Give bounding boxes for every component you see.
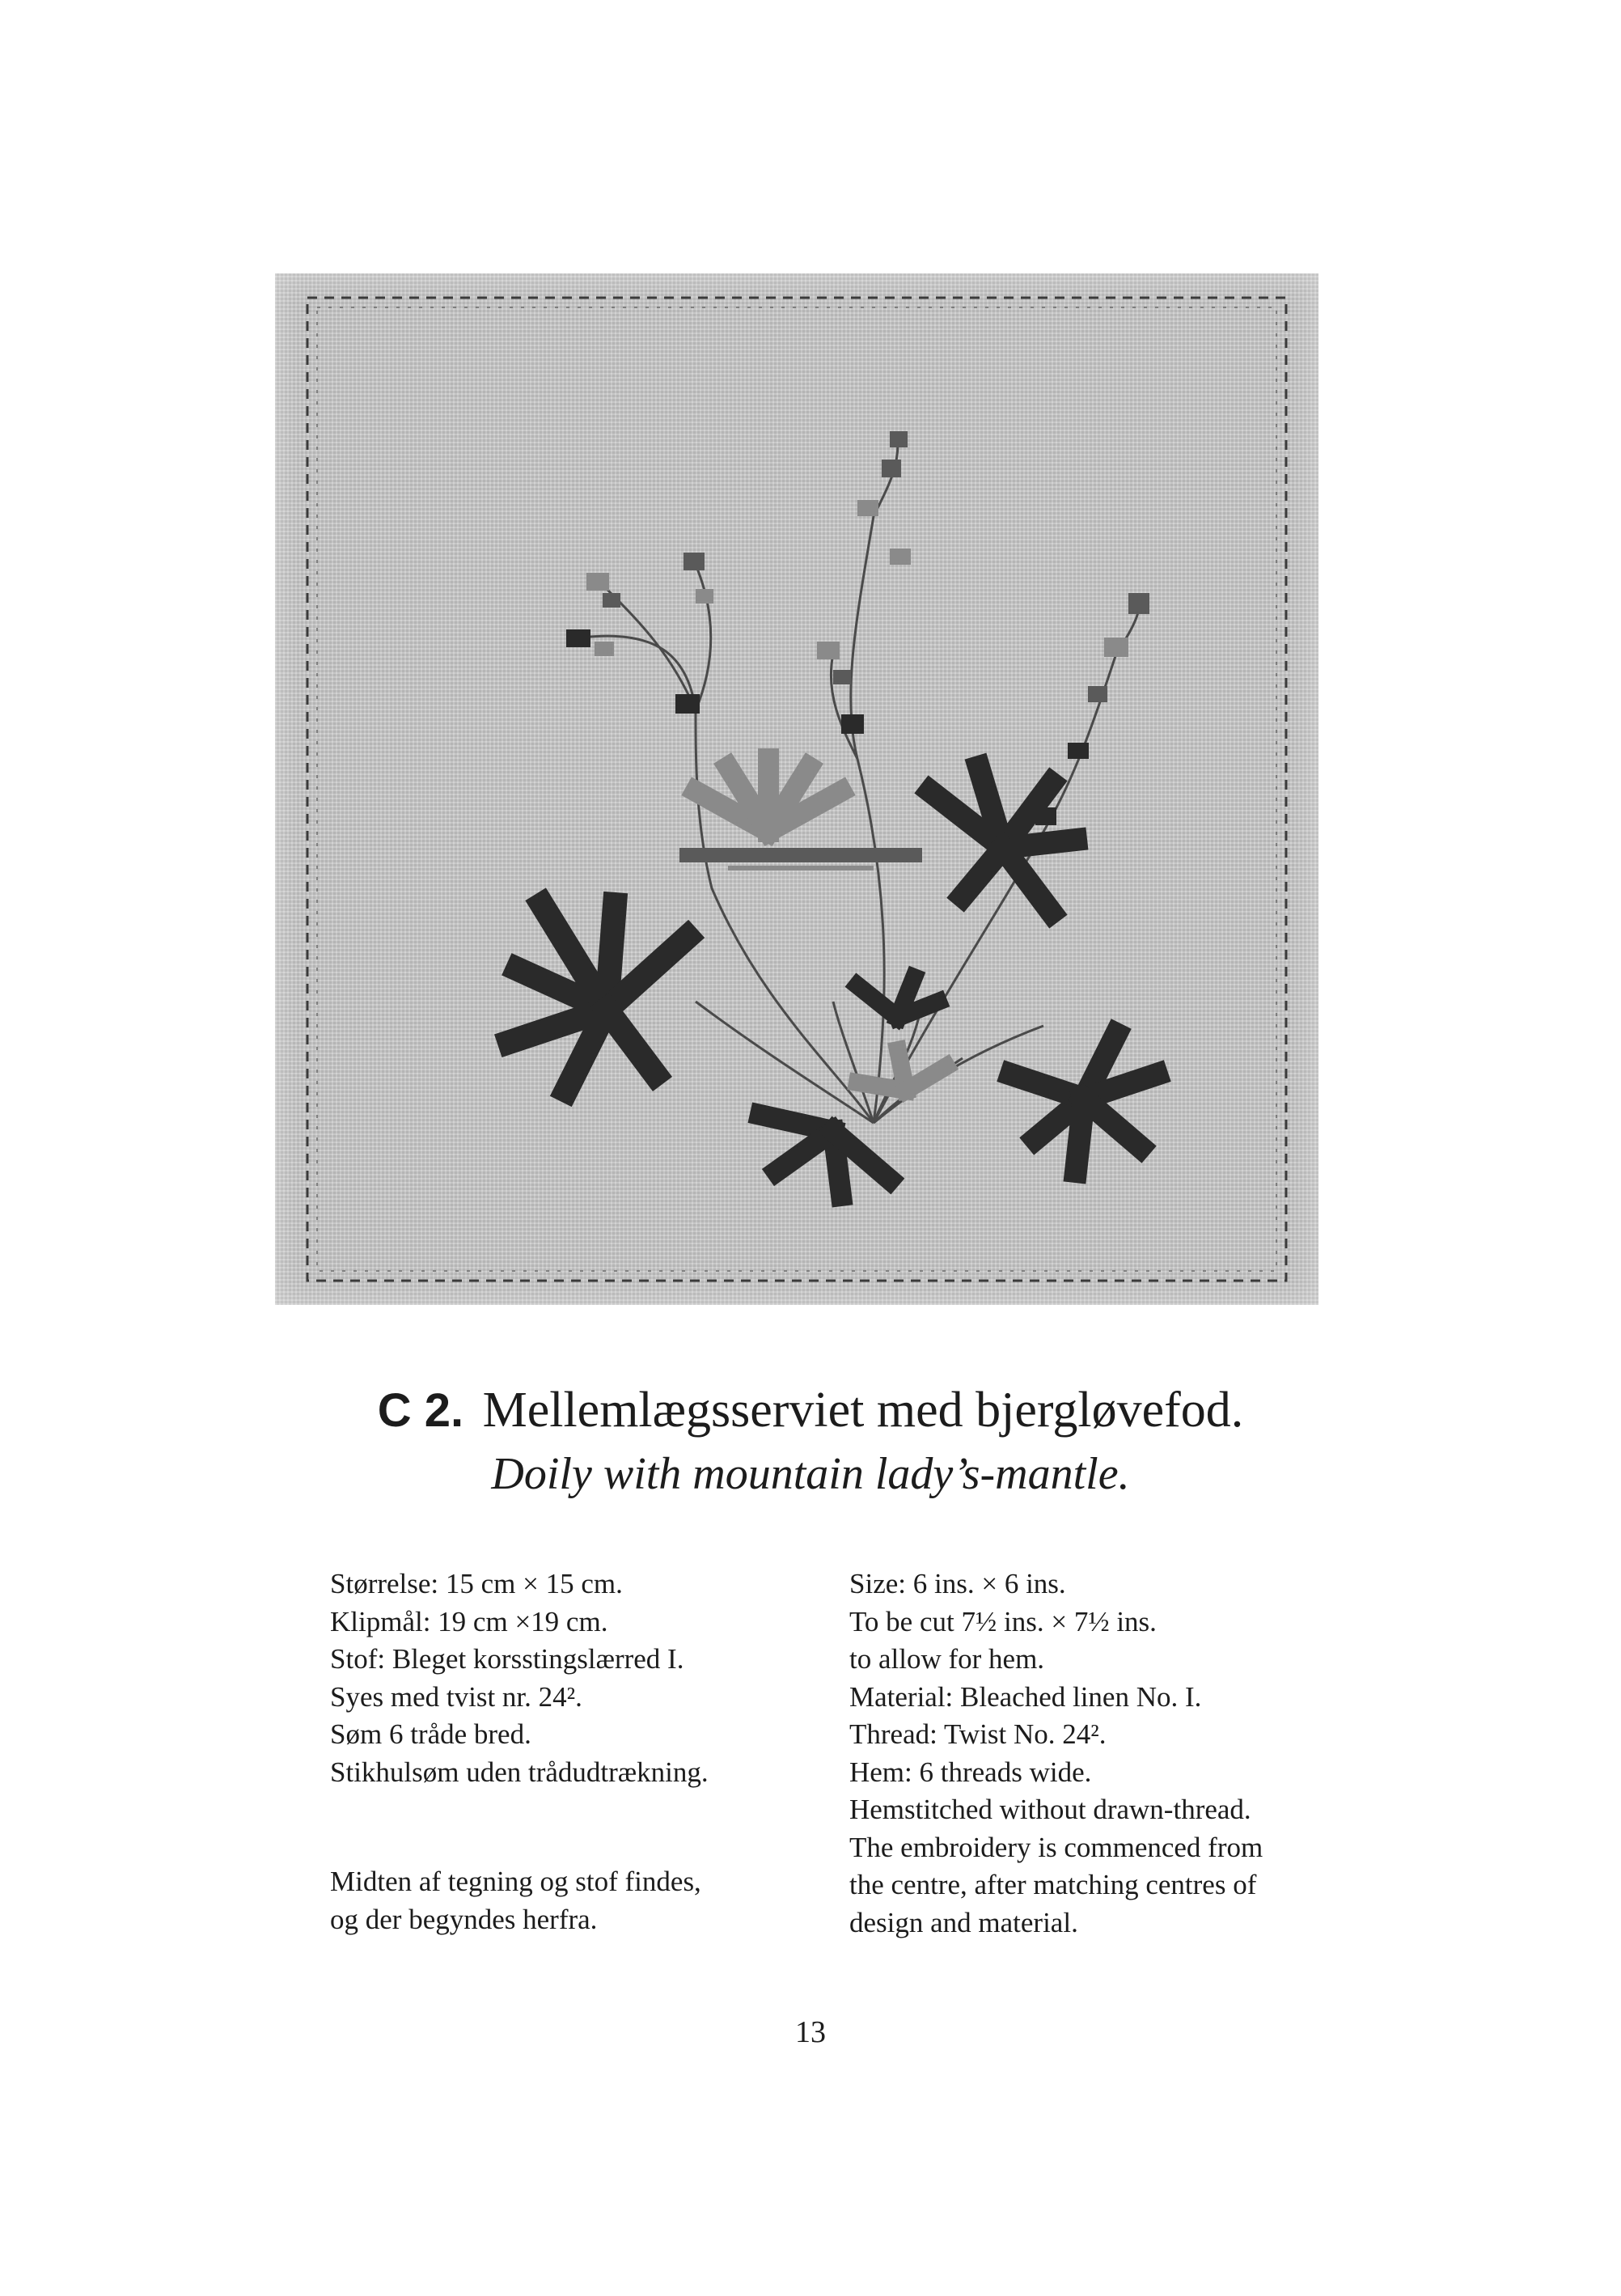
english-line: To be cut 7½ ins. × 7½ ins. [849, 1605, 1157, 1637]
english-line: Material: Bleached linen No. I. [849, 1680, 1202, 1713]
page-number: 13 [795, 2015, 826, 2049]
english-line: Thread: Twist No. 24². [849, 1718, 1107, 1750]
caption-title-da [0, 1382, 1621, 1439]
danish-line: Søm 6 tråde bred. [330, 1718, 531, 1750]
danish-line: Stikhulsøm uden trådudtrækning. [330, 1756, 709, 1788]
danish-line: Syes med tvist nr. 24². [330, 1680, 582, 1713]
leaf-dark-lower-right [1011, 1034, 1157, 1171]
doily-photo [275, 273, 1318, 1305]
danish-specs [330, 1565, 815, 1791]
caption-number: C 2. [377, 1384, 464, 1437]
leaf-dark-small [857, 977, 938, 1018]
leaf-light-bottom [857, 1050, 946, 1091]
leaf-dark-bottom [760, 1115, 890, 1196]
english-line: to allow for hem. [849, 1643, 1045, 1675]
english-specs [849, 1565, 1335, 1942]
english-line: the centre, after matching centres of [849, 1869, 1257, 1900]
english-line: Hem: 6 threads wide. [849, 1756, 1092, 1788]
leaf-dark-right [930, 767, 1076, 913]
english-line: design and material. [849, 1906, 1078, 1938]
caption-title-da-text: Mellemlægsserviet med bjergløvefod. [482, 1383, 1244, 1438]
flower-clusters [566, 431, 1149, 825]
danish-line: Stof: Bleget korsstingslærred I. [330, 1643, 684, 1675]
leaf-rosettes [510, 759, 1157, 1196]
english-line: Hemstitched without drawn-thread. [849, 1794, 1251, 1825]
english-line: The embroidery is commenced from [849, 1831, 1263, 1863]
danish-line: Klipmål: 19 cm ×19 cm. [330, 1605, 608, 1637]
danish-line: Størrelse: 15 cm × 15 cm. [330, 1568, 623, 1599]
danish-note-line: Midten af tegning og stof findes, [330, 1866, 701, 1897]
stitched-band-under [728, 866, 874, 871]
danish-note [330, 1863, 701, 1938]
leaf-dark-left [510, 904, 688, 1091]
stitched-band [679, 848, 922, 862]
danish-note-line: og der begyndes herfra. [330, 1903, 598, 1935]
embroidery-illustration [275, 273, 1318, 1305]
leaf-light-top [696, 759, 841, 832]
english-line: Size: 6 ins. × 6 ins. [849, 1568, 1066, 1599]
caption-title-en: Doily with mountain lady’s-mantle. [491, 1449, 1130, 1499]
